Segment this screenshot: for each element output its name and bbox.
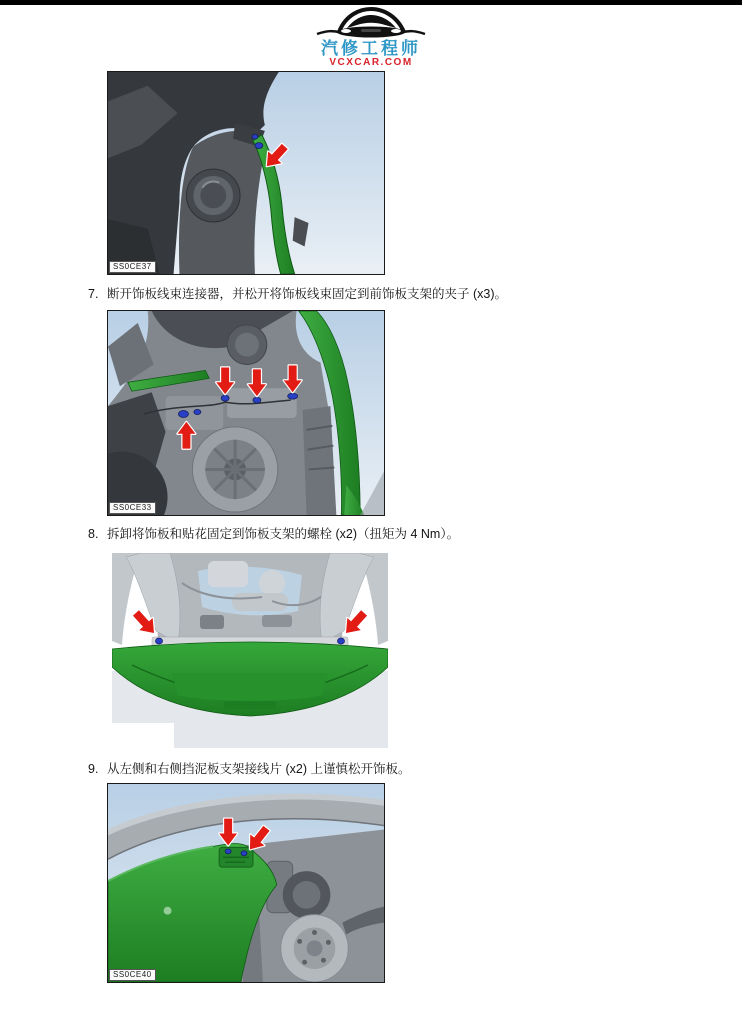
figure-label: SS0CE40 xyxy=(109,969,156,981)
step-9 xyxy=(88,761,708,777)
harness-connector xyxy=(194,409,201,414)
harness-clip xyxy=(255,143,263,149)
figure-label: SS0CE37 xyxy=(109,261,156,273)
bolt xyxy=(338,638,345,644)
bolt xyxy=(156,638,163,644)
car-logo-icon xyxy=(315,6,427,40)
figure-illustration xyxy=(108,311,384,515)
figure-illustration xyxy=(108,784,384,982)
trim-tab xyxy=(225,849,231,854)
figure-illustration xyxy=(112,553,388,748)
site-header xyxy=(0,6,742,69)
figure-illustration xyxy=(108,72,384,274)
harness-clip xyxy=(221,395,229,401)
harness-clip xyxy=(252,134,258,139)
top-border-bar xyxy=(0,0,742,5)
harness-connector xyxy=(178,411,188,418)
step-7 xyxy=(88,286,708,302)
harness-clip xyxy=(288,393,298,399)
step-number: 8. xyxy=(88,527,99,541)
figure-harness-clips xyxy=(107,310,385,516)
step-number: 9. xyxy=(88,762,99,776)
step-text: 断开饰板线束连接器，并松开将饰板线束固定到前饰板支架的夹子 (x3)。 xyxy=(107,287,508,301)
logo-title: 汽修工程师 xyxy=(321,39,421,58)
step-8 xyxy=(88,526,708,542)
figure-fender-clip xyxy=(107,71,385,275)
figure-label: SS0CE33 xyxy=(109,502,156,514)
figure-fender-tabs xyxy=(107,783,385,983)
step-text: 从左侧和右侧挡泥板支架接线片 (x2) 上谨慎松开饰板。 xyxy=(107,762,411,776)
figure-bumper-bolts xyxy=(112,553,388,748)
harness-clip xyxy=(253,397,261,403)
trim-tab xyxy=(241,851,247,856)
step-text: 拆卸将饰板和贴花固定到饰板支架的螺栓 (x2)（扭矩为 4 Nm）。 xyxy=(107,527,460,541)
logo-subtitle: VCXCAR.COM xyxy=(329,57,413,68)
step-number: 7. xyxy=(88,287,99,301)
